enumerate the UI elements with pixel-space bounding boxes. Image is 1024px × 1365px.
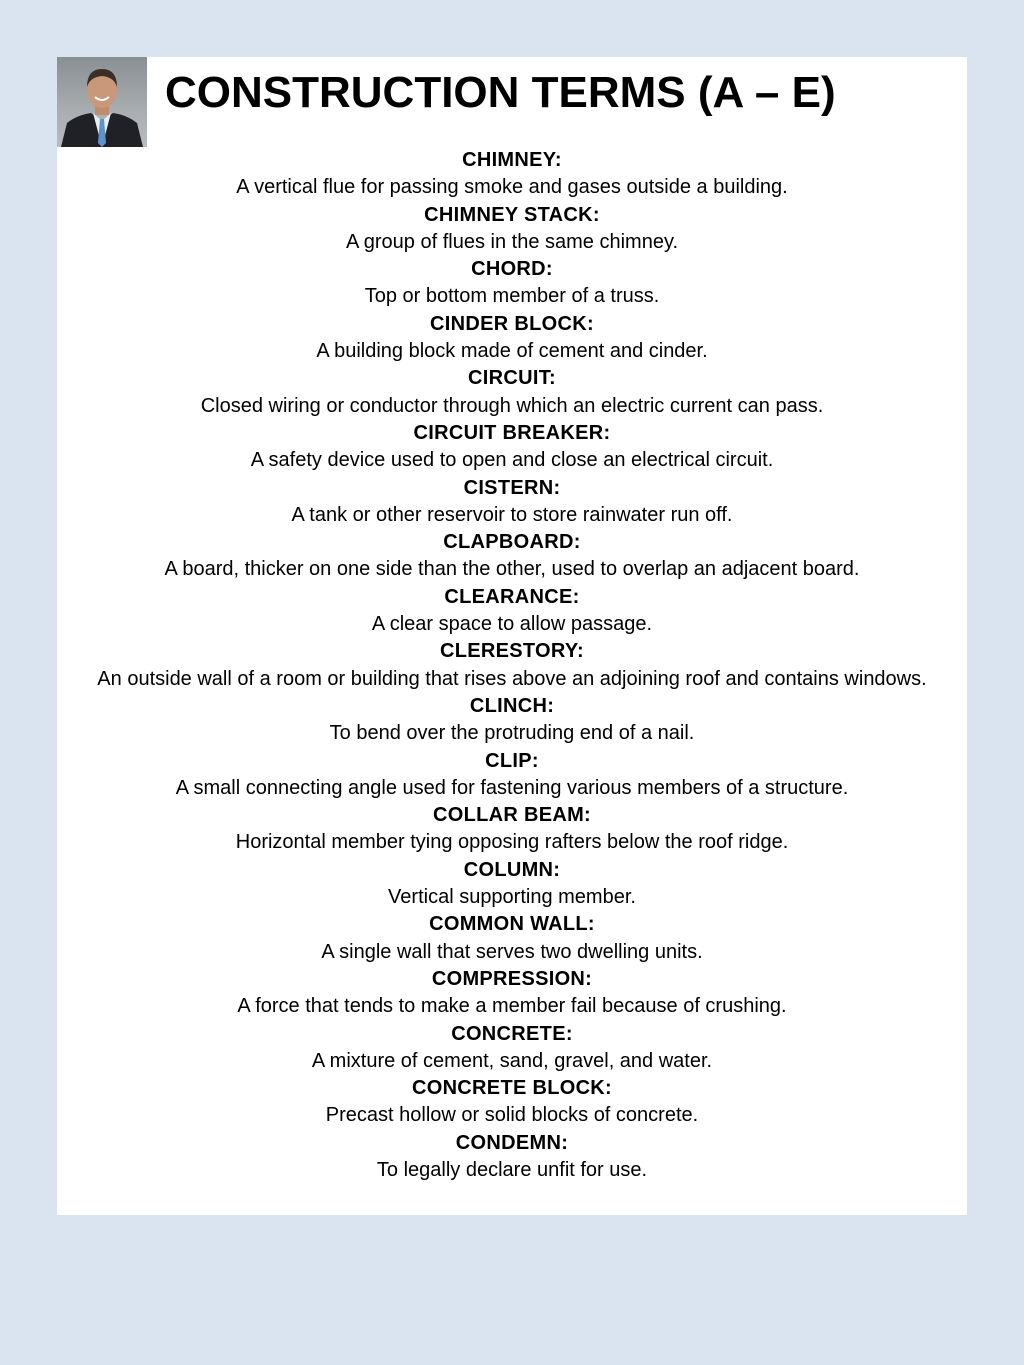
term-entry xyxy=(57,202,967,257)
term-entry xyxy=(57,857,967,912)
term-name: CLAPBOARD: xyxy=(443,531,581,554)
term-entry xyxy=(57,966,967,1021)
term-name: COMPRESSION: xyxy=(431,967,593,990)
term-definition: Closed wiring or conductor through which an electric current can pass. xyxy=(200,394,824,417)
term-entry xyxy=(57,1130,967,1185)
term-name: CHIMNEY STACK: xyxy=(424,203,600,226)
term-name: CLINCH: xyxy=(469,694,555,717)
portrait-photo xyxy=(57,57,147,147)
term-name: CISTERN: xyxy=(463,476,561,499)
term-entry xyxy=(57,475,967,530)
term-entry xyxy=(57,529,967,584)
document-page xyxy=(57,57,967,1215)
term-entry xyxy=(57,420,967,475)
term-entry xyxy=(57,748,967,803)
term-entry xyxy=(57,584,967,639)
term-name: CLIP: xyxy=(485,749,539,772)
term-entry xyxy=(57,693,967,748)
term-definition: A mixture of cement, sand, gravel, and water. xyxy=(311,1049,713,1072)
term-definition: To legally declare unfit for use. xyxy=(376,1158,648,1181)
term-entry xyxy=(57,638,967,693)
term-definition: A group of flues in the same chimney. xyxy=(345,230,679,253)
term-entry xyxy=(57,311,967,366)
term-definition: A single wall that serves two dwelling units. xyxy=(321,940,703,963)
term-name: CONCRETE: xyxy=(451,1022,573,1045)
term-definition: Vertical supporting member. xyxy=(388,886,636,909)
portrait-image xyxy=(57,57,147,147)
term-name: COMMON WALL: xyxy=(429,913,595,936)
term-definition: A safety device used to open and close an electrical circuit. xyxy=(250,449,774,472)
term-entry xyxy=(57,911,967,966)
term-definition: A vertical flue for passing smoke and gases outside a building. xyxy=(236,176,788,199)
terms-list xyxy=(57,147,967,1184)
term-definition: A force that tends to make a member fail because of crushing. xyxy=(237,995,787,1018)
term-name: COLLAR BEAM: xyxy=(432,804,592,827)
term-definition: Horizontal member tying opposing rafters below the roof ridge. xyxy=(235,831,789,854)
term-name: CINDER BLOCK: xyxy=(430,312,594,335)
term-definition: An outside wall of a room or building that rises above an adjoining roof and contains windows. xyxy=(97,667,927,690)
term-name: CIRCUIT BREAKER: xyxy=(413,421,611,444)
term-definition: To bend over the protruding end of a nail. xyxy=(329,722,695,745)
term-name: CLEARANCE: xyxy=(444,585,580,608)
term-definition: A building block made of cement and cinder. xyxy=(316,340,708,363)
term-definition: A small connecting angle used for fastening various members of a structure. xyxy=(175,776,849,799)
term-definition: A board, thicker on one side than the other, used to overlap an adjacent board. xyxy=(164,558,860,581)
term-name: CIRCUIT: xyxy=(468,367,556,390)
term-definition: Top or bottom member of a truss. xyxy=(364,285,660,308)
term-definition: A clear space to allow passage. xyxy=(371,613,653,636)
document-title: CONSTRUCTION TERMS (A – E) xyxy=(165,68,836,117)
term-definition: A tank or other reservoir to store rainwater run off. xyxy=(291,503,733,526)
term-name: CHIMNEY: xyxy=(462,149,562,171)
term-entry xyxy=(57,147,967,202)
term-entry xyxy=(57,256,967,311)
term-entry xyxy=(57,1075,967,1130)
term-name: CONDEMN: xyxy=(455,1131,569,1154)
term-name: CLERESTORY: xyxy=(439,640,585,663)
term-entry xyxy=(57,365,967,420)
term-name: COLUMN: xyxy=(463,858,561,881)
term-name: CONCRETE BLOCK: xyxy=(411,1077,613,1100)
term-name: CHORD: xyxy=(471,258,553,281)
term-entry xyxy=(57,1021,967,1076)
term-entry xyxy=(57,802,967,857)
term-definition: Precast hollow or solid blocks of concrete. xyxy=(325,1104,699,1127)
